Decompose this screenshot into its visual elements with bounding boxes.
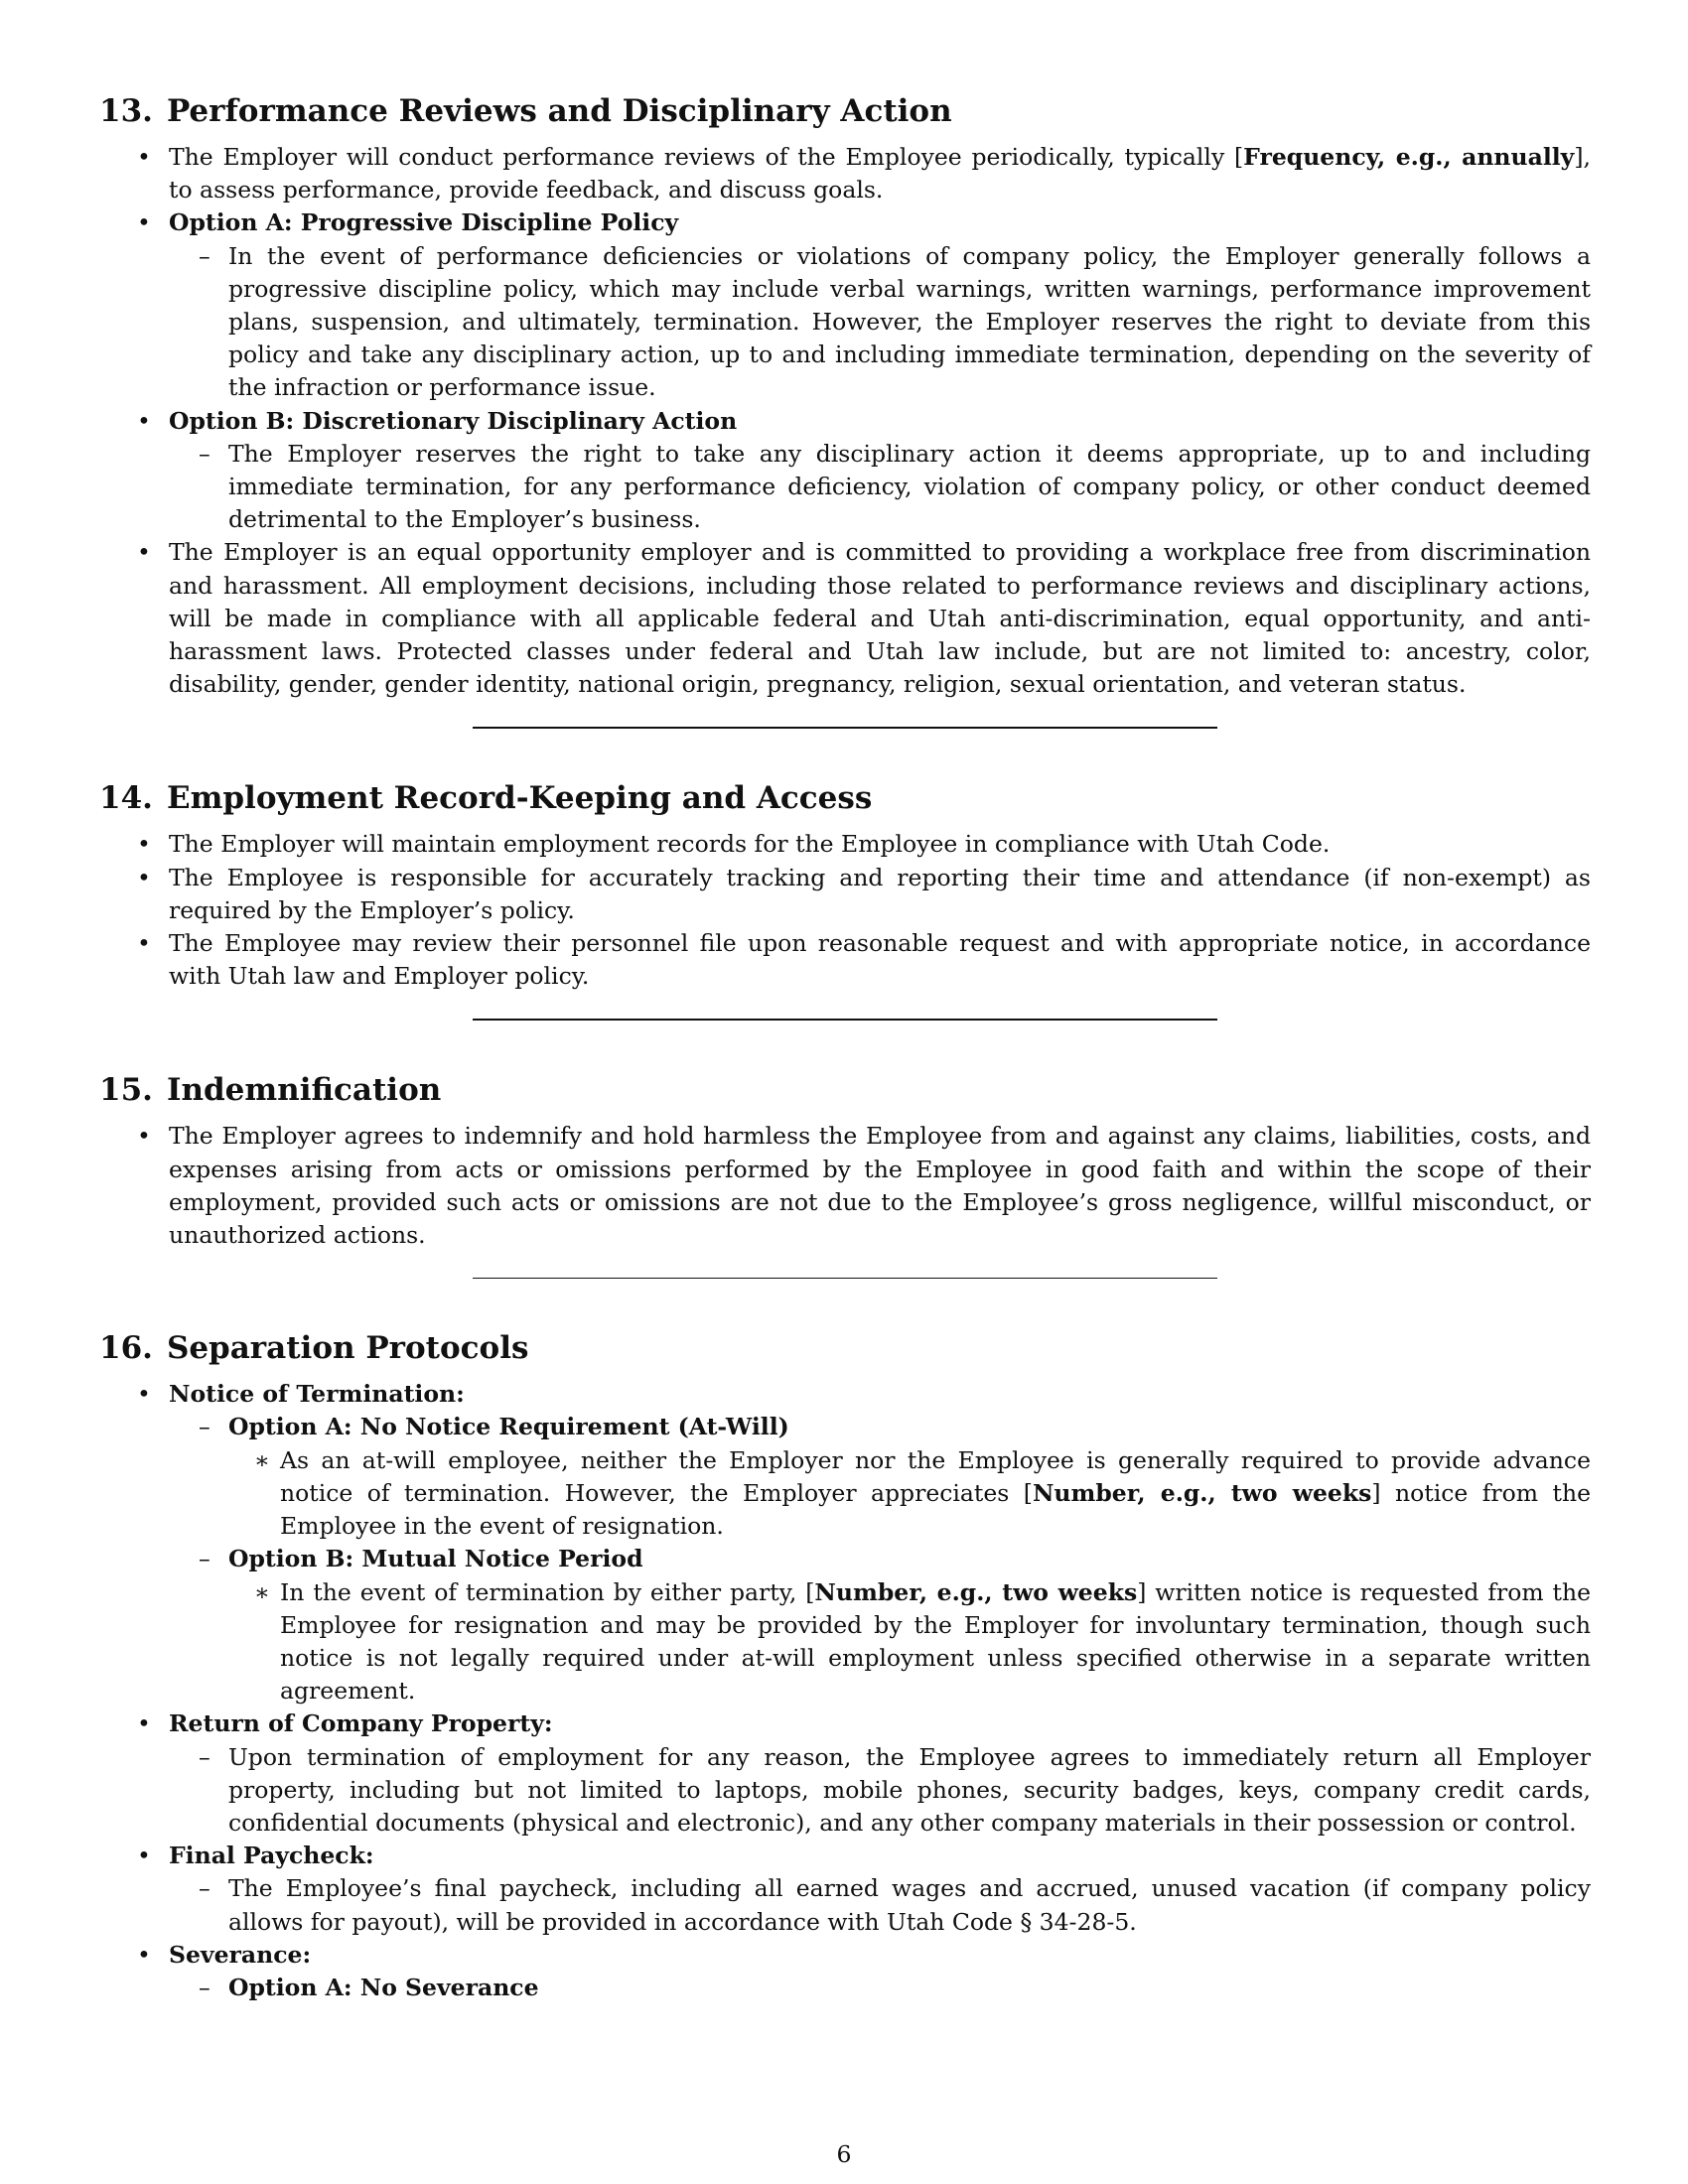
section-15: [99, 1070, 1591, 1252]
section-heading: [99, 1070, 1591, 1110]
list-item: • The Employer is an equal opportunity employer and is committed to providing a workplace free from discrimination and harassment. All employment decisions, including those related to performance reviews and disciplinary actions, will be made in compliance with all applicable federal and Utah anti-discrimination, equal opportunity, and anti-harassment laws. Protected classes under federal and Utah law include, but are not limited to: ancestry, color, disability, gender, gender identity, national origin, pregnancy, religion, sexual orientation, and veteran status.: [99, 536, 1591, 701]
option-title: Option A: No Severance: [228, 1973, 539, 2001]
list-item: • The Employee may review their personnel file upon reasonable request and with appropriate notice, in accordance with Utah law and Employer policy.: [99, 927, 1591, 993]
sub-list: [169, 1411, 1591, 1707]
list-item: [99, 405, 1591, 537]
list-item: • The Employer agrees to indemnify and hold harmless the Employee from and against any claims, liabilities, costs, and expenses arising from acts or omissions performed by the Employee in good faith and within the scope of their employment, provided such acts or omissions are not due to the Employee’s gross negligence, willful misconduct, or unauthorized actions.: [99, 1120, 1591, 1252]
placeholder-text: Number, e.g., two weeks: [814, 1577, 1138, 1606]
option-title: Option B: Mutual Notice Period: [228, 1545, 643, 1573]
list-item: [99, 1840, 1591, 1939]
section-number: 15.: [99, 1072, 153, 1109]
section-heading: [99, 91, 1591, 131]
sub-list-item: [169, 1972, 1591, 2004]
sub-list: [169, 1872, 1591, 1938]
section-title: Indemnification: [166, 1072, 442, 1109]
placeholder-text: Frequency, e.g., annually: [1243, 143, 1575, 171]
option-title: Option B: Discretionary Disciplinary Action: [169, 406, 738, 435]
sub-sub-list-item: [228, 1444, 1591, 1544]
sub-list-item: – Upon termination of employment for any reason, the Employee agrees to immediately return all Employer property, including but not limited to laptops, mobile phones, security badges, keys, company credit cards, confidential documents (physical and electronic), and any other company materials in their possession or control.: [169, 1741, 1591, 1841]
section-title: Performance Reviews and Disciplinary Action: [166, 93, 952, 129]
section-number: 14.: [99, 780, 153, 817]
sub-sub-list: [228, 1444, 1591, 1544]
sub-sub-list-item: [228, 1576, 1591, 1708]
sub-list: [169, 240, 1591, 405]
text: The Employer will conduct performance reviews of the Employee periodically, typically [: [169, 143, 1244, 171]
sub-list-item: – The Employee’s final paycheck, including all earned wages and accrued, unused vacation (if company policy allows for payout), will be provided in accordance with Utah Code § 34-28-5.: [169, 1872, 1591, 1938]
document-page: [99, 91, 1591, 2004]
option-title: Option A: Progressive Discipline Policy: [169, 208, 679, 237]
list-item: [99, 1939, 1591, 2004]
list-item: [99, 1707, 1591, 1840]
section-title: Separation Protocols: [166, 1330, 529, 1367]
text: ], to assess performance, provide feedback, and discuss goals.: [169, 143, 1591, 205]
text: As an at-will employee, neither the Employer nor the Employee is generally required to provide advance notice of termination. However, the Employer appreciates [: [280, 1445, 1591, 1507]
bullet-list: [99, 141, 1591, 701]
bullet-list: [99, 1120, 1591, 1252]
sub-list-item: – In the event of performance deficiencies or violations of company policy, the Employer generally follows a progressive discipline policy, which may include verbal warnings, written warnings, performance improvement plans, suspension, and ultimately, termination. However, the Employer reserves the right to deviate from this policy and take any disciplinary action, up to and including immediate termination, depending on the severity of the infraction or performance issue.: [169, 240, 1591, 405]
section-heading: [99, 1328, 1591, 1368]
item-title: Notice of Termination:: [169, 1380, 465, 1409]
section-title: Employment Record-Keeping and Access: [166, 780, 873, 817]
option-title: Option A: No Notice Requirement (At-Will): [228, 1413, 789, 1441]
sub-list: [169, 1972, 1591, 2004]
sub-list-item: – The Employer reserves the right to take any disciplinary action it deems appropriate, up to and including immediate termination, for any performance deficiency, violation of company policy, or other conduct deemed detrimental to the Employer’s business.: [169, 438, 1591, 537]
bullet-list: [99, 828, 1591, 993]
sub-list: [169, 438, 1591, 537]
text: ] notice from the Employee in the event of resignation.: [280, 1478, 1591, 1541]
sub-list: [169, 1741, 1591, 1841]
list-item: [99, 141, 1591, 206]
bullet-list: [99, 1378, 1591, 2004]
sub-list-item: [169, 1543, 1591, 1707]
list-item: [99, 206, 1591, 404]
text: In the event of termination by either party, [: [280, 1577, 815, 1606]
section-13: [99, 91, 1591, 701]
item-title: Final Paycheck:: [169, 1842, 374, 1870]
section-number: 13.: [99, 93, 153, 129]
item-title: Return of Company Property:: [169, 1709, 553, 1738]
text: ] written notice is requested from the Employee for resignation and may be provided by the Employer for involuntary termination, though such notice is not legally required under at-will employment unless specified otherwise in a separate written agreement.: [280, 1577, 1592, 1706]
section-heading: [99, 778, 1591, 818]
list-item: • The Employee is responsible for accurately tracking and reporting their time and attendance (if non-exempt) as required by the Employer’s policy.: [99, 862, 1591, 927]
sub-sub-list: [228, 1576, 1591, 1708]
sub-list-item: [169, 1411, 1591, 1543]
list-item: [99, 1378, 1591, 1707]
section-number: 16.: [99, 1330, 153, 1367]
item-title: Severance:: [169, 1940, 312, 1969]
section-14: [99, 778, 1591, 993]
list-item: • The Employer will maintain employment records for the Employee in compliance with Utah Code.: [99, 828, 1591, 861]
placeholder-text: Number, e.g., two weeks: [1032, 1478, 1372, 1507]
page-number: 6: [836, 2140, 852, 2168]
section-16: [99, 1328, 1591, 2004]
